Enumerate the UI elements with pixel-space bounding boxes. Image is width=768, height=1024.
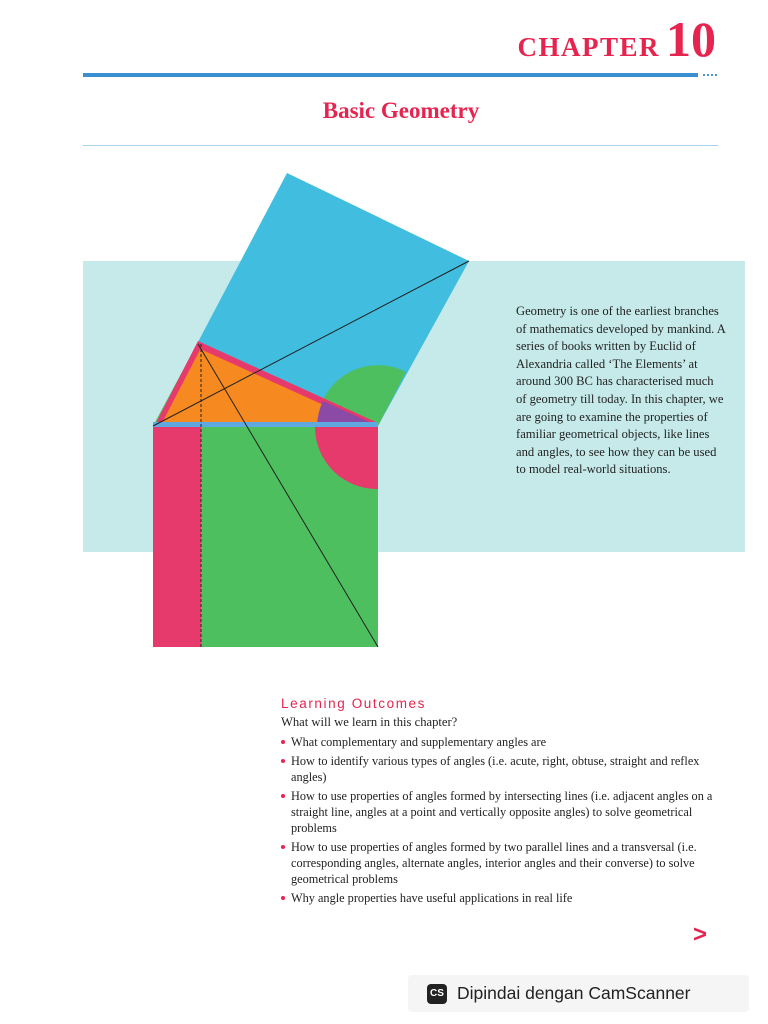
outcome-text: How to use properties of angles formed by intersecting lines (i.e. adjacent angles on a straight line, angles at a point and vertically opposite angles) to solve geometrical problems	[291, 789, 713, 835]
bullet-icon	[281, 896, 285, 900]
next-page-arrow-icon[interactable]: >	[693, 921, 708, 948]
learning-outcomes-intro: What will we learn in this chapter?	[281, 715, 458, 729]
chapter-title: Basic Geometry	[322, 98, 480, 123]
list-item	[281, 839, 721, 887]
outcome-text: How to identify various types of angles (i.e. acute, right, obtuse, straight and reflex angles)	[291, 754, 700, 784]
camscanner-logo-icon: CS	[427, 984, 447, 1004]
outcome-text: How to use properties of angles formed by two parallel lines and a transversal (i.e. corresponding angles, alternate angles, interior angles and their converse) to solve geometrical problems	[291, 840, 697, 886]
list-item	[281, 788, 721, 836]
outcome-text: Why angle properties have useful applications in real life	[291, 891, 573, 905]
list-item	[281, 753, 721, 785]
chapter-number: 10	[666, 11, 716, 67]
bottom-pink-rect	[153, 427, 201, 647]
list-item	[281, 734, 721, 750]
camscanner-watermark	[408, 975, 749, 1012]
bullet-icon	[281, 759, 285, 763]
outcome-text: What complementary and supplementary angles are	[291, 735, 547, 749]
base-blue-line	[153, 422, 378, 427]
learning-outcomes	[281, 696, 721, 909]
bullet-icon	[281, 740, 285, 744]
learning-outcomes-list	[281, 734, 721, 906]
bullet-icon	[281, 845, 285, 849]
list-item	[281, 890, 721, 906]
chapter-word: CHAPTER	[517, 32, 660, 62]
learning-outcomes-heading: Learning Outcomes	[281, 696, 427, 711]
intro-paragraph: Geometry is one of the earliest branches of mathematics developed by mankind. A series of books written by Euclid of Alexandria called ‘The Elements’ at around 300 BC has characterised much of geometry till today. In this chapter, we are going to examine the properties of familiar geometrical objects, like lines and angles, to see how they can be used to model real-world situations.	[516, 304, 726, 477]
bullet-icon	[281, 794, 285, 798]
camscanner-text: Dipindai dengan CamScanner	[457, 983, 691, 1003]
